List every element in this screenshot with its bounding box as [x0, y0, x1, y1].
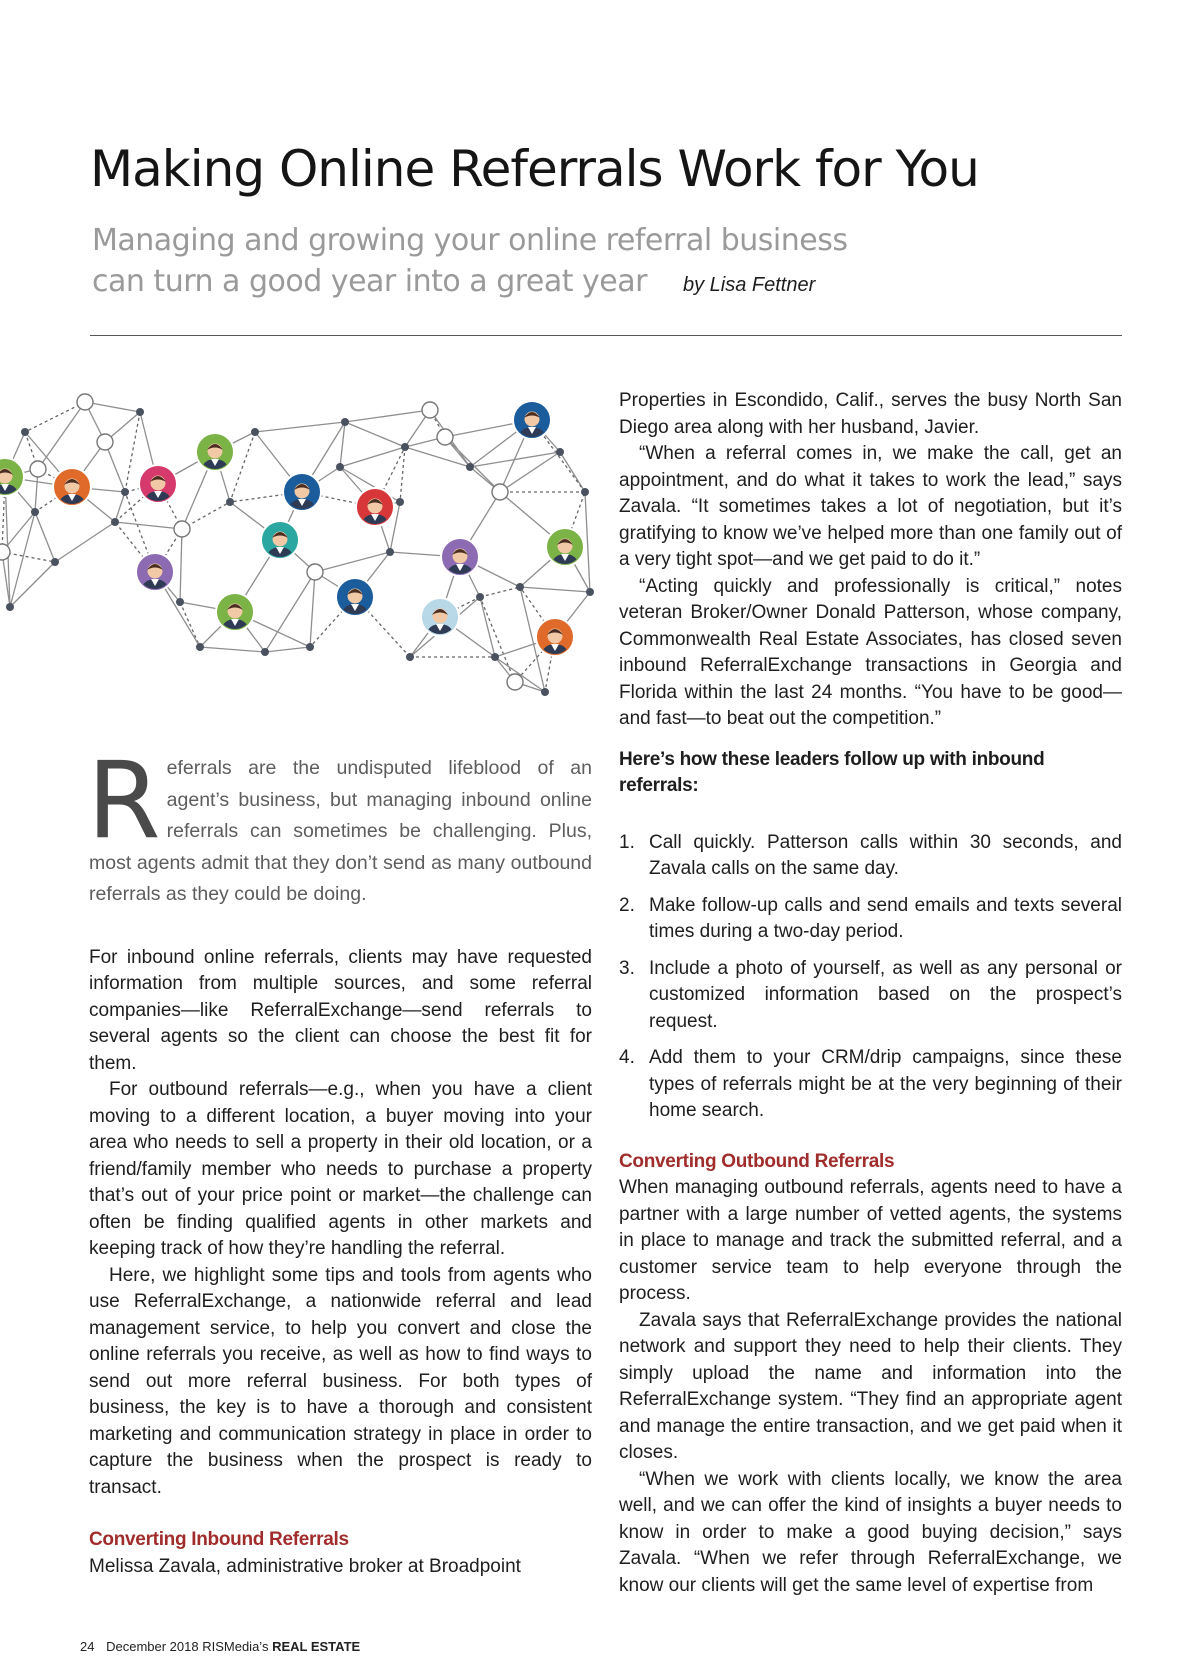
- paragraph: When managing outbound referrals, agents need to have a partner with a large number of vetted agents, the systems in place to manage and track the submitted referral, and a customer service team to help everyone through the process.: [619, 1177, 1122, 1304]
- network-edge: [345, 422, 405, 447]
- network-dot: [406, 653, 414, 661]
- network-dot: [401, 443, 409, 451]
- network-dot: [396, 498, 404, 506]
- list-number: 2.: [619, 894, 635, 916]
- network-hub: [507, 674, 523, 690]
- person-avatar-icon: [283, 473, 321, 519]
- network-dot: [176, 598, 184, 606]
- network-edge: [340, 447, 405, 467]
- person-avatar-icon: [356, 488, 394, 534]
- paragraph: Zavala says that ReferralExchange provides the national network and support they need to help their clients. They simply upload the name and information into the ReferralExchange system. “They find an appropriate agent and manage the entire transaction, and we get paid when it closes.: [619, 1309, 1122, 1463]
- network-hub: [97, 434, 113, 450]
- subtitle-line-2: [92, 261, 1132, 306]
- network-hub: [77, 394, 93, 410]
- list-text: Add them to your CRM/drip campaigns, since these types of referrals might be at the very beginning of their home search.: [649, 1047, 1122, 1121]
- network-dot: [196, 643, 204, 651]
- network-dot: [306, 643, 314, 651]
- network-dot: [251, 428, 259, 436]
- network-edge: [200, 647, 265, 652]
- paragraph: Melissa Zavala, administrative broker at Broadpoint: [89, 1555, 521, 1577]
- network-hub: [30, 461, 46, 477]
- network-hub: [174, 521, 190, 537]
- right-column: [619, 388, 1122, 1599]
- network-hub: [422, 402, 438, 418]
- list-number: 4.: [619, 1047, 635, 1068]
- network-edge: [520, 587, 590, 592]
- person-avatar-icon: [536, 618, 574, 664]
- paragraph: “When a referral comes in, we make the call, get an appointment, and do what it takes to work the lead,” says Zavala. “It sometimes takes a lot of negotiation, but it’s gratifying to know we’ve helped more than one family out of a very tight spot—and we get paid to do it.”: [619, 443, 1122, 570]
- network-dot: [516, 583, 524, 591]
- network-edge: [315, 552, 390, 572]
- network-dot: [136, 408, 144, 416]
- list-text: Include a photo of yourself, as well as any personal or customized information based on the prospect’s request.: [649, 957, 1122, 1032]
- list-item: [619, 1045, 1122, 1125]
- network-hub: [0, 544, 10, 560]
- article-subtitle: [92, 220, 1132, 306]
- network-dot: [581, 488, 589, 496]
- tips-list: [619, 830, 1122, 1125]
- network-edge: [585, 492, 590, 592]
- network-dot: [121, 488, 129, 496]
- network-edge: [480, 597, 515, 682]
- page-number: 24: [80, 1639, 95, 1654]
- issue-date: December 2018: [106, 1639, 199, 1654]
- network-dot: [111, 518, 119, 526]
- network-dot: [476, 593, 484, 601]
- subtitle-line-1: Managing and growing your online referral business: [92, 223, 848, 258]
- network-edge: [10, 562, 55, 607]
- network-dot: [466, 463, 474, 471]
- network-edge: [310, 572, 315, 647]
- network-edge: [180, 529, 182, 602]
- network-dot: [6, 603, 14, 611]
- subtitle-line-2-text: can turn a good year into a great year: [92, 264, 647, 299]
- network-nodes: [0, 394, 594, 696]
- network-dot: [261, 648, 269, 656]
- network-dot: [386, 548, 394, 556]
- article-title: Making Online Referrals Work for You: [90, 140, 979, 198]
- person-avatar-icon: [53, 468, 91, 514]
- list-number: 3.: [619, 957, 635, 979]
- publication-name: REAL ESTATE: [272, 1639, 361, 1654]
- social-network-people-icon: [0, 392, 600, 732]
- person-avatar-icon: [136, 553, 174, 599]
- person-avatar-icon: [513, 401, 551, 447]
- network-hub: [437, 429, 453, 445]
- network-edge: [180, 602, 200, 647]
- list-item: [619, 956, 1122, 1036]
- person-avatar-icon: [139, 465, 177, 511]
- network-edge: [255, 422, 345, 432]
- list-item: [619, 893, 1122, 946]
- list-item: [619, 830, 1122, 883]
- network-edge: [115, 522, 182, 529]
- list-text: Call quickly. Patterson calls within 30 seconds, and Zavala calls on the same day.: [649, 831, 1122, 879]
- left-column: [87, 739, 592, 1580]
- title-divider: [90, 335, 1122, 336]
- network-hub: [307, 564, 323, 580]
- network-edge: [125, 412, 140, 492]
- network-dot: [336, 463, 344, 471]
- tips-lead-in: Here’s how these leaders follow up with inbound referrals:: [619, 748, 1045, 796]
- lede-paragraph: [87, 739, 592, 911]
- network-dot: [586, 588, 594, 596]
- paragraph: Here, we highlight some tips and tools from agents who use ReferralExchange, a nationwide referral and lead management service, to help you convert and close the online referrals you receive, as well as how to find ways to send out more referral business. For both types of business, the key is to have a thorough and consistent marketing and communication strategy in place in order to capture the business when the prospect is ready to transact.: [89, 1264, 592, 1498]
- network-dot: [51, 558, 59, 566]
- person-avatar-icon: [196, 433, 234, 479]
- network-edge: [400, 447, 405, 502]
- person-avatar-icon: [546, 528, 584, 574]
- network-edge: [38, 402, 85, 469]
- list-text: Make follow-up calls and send emails and texts several times during a two-day period.: [649, 894, 1122, 942]
- lede-text: eferrals are the undisputed lifeblood of an agent’s business, but managing inbound online referrals can sometimes be challenging. Plus, most agents admit that they don’t send as many outbound referrals as they could be doing.: [89, 757, 592, 905]
- network-dot: [541, 688, 549, 696]
- network-dot: [556, 448, 564, 456]
- network-edge: [25, 402, 85, 432]
- paragraph: Properties in Escondido, Calif., serves the busy North San Diego area along with her husband, Javier.: [619, 390, 1122, 438]
- network-edge: [265, 647, 310, 652]
- paragraph: For inbound online referrals, clients may have requested information from multiple sources, and some referral companies—like ReferralExchange—send referrals to several agents so the client can choose the best fit for them.: [89, 946, 592, 1074]
- publisher-name: RISMedia’s: [202, 1639, 269, 1654]
- person-avatar-icon: [336, 578, 374, 624]
- person-avatar-icon: [421, 598, 459, 644]
- network-edge: [345, 410, 430, 422]
- network-dot: [226, 498, 234, 506]
- byline: by Lisa Fettner: [682, 274, 816, 296]
- person-avatar-icon: [441, 538, 479, 584]
- section-heading-inbound: Converting Inbound Referrals: [89, 1529, 349, 1550]
- network-hub: [492, 484, 508, 500]
- section-heading-outbound: Converting Outbound Referrals: [619, 1150, 895, 1172]
- paragraph: For outbound referrals—e.g., when you have a client moving to a different location, a buyer moving into your area who needs to sell a property in their old location, or a friend/family member who needs to purchase a property that’s out of your price point or market—the challenge can often be finding qualified agents in other markets and keeping track of how they’re handling the referral.: [89, 1079, 592, 1259]
- drop-cap: R: [87, 739, 161, 862]
- network-dot: [31, 508, 39, 516]
- list-number: 1.: [619, 831, 635, 853]
- network-edge: [55, 522, 115, 562]
- network-edge: [480, 587, 520, 597]
- page-footer: [80, 1639, 360, 1654]
- network-dot: [21, 428, 29, 436]
- paragraph: “When we work with clients locally, we know the area well, and we can offer the kind of insights a buyer needs to know in order to make a good buying decision,” says Zavala. “When we refer through ReferralExchange, we know our clients will get the same level of expertise from: [619, 1468, 1122, 1596]
- network-edge: [35, 512, 55, 562]
- network-dot: [491, 653, 499, 661]
- network-edge: [470, 452, 560, 467]
- paragraph: “Acting quickly and professionally is critical,” notes veteran Broker/Owner Donald Patterson, whose company, Commonwealth Real Estate Associates, has closed seven inbound ReferralExchange transactions in Georgia and Florida within the last 24 months. “You have to be good—and fast—to beat out the competition.”: [619, 575, 1122, 729]
- network-edge: [265, 572, 315, 652]
- network-edge: [405, 447, 470, 467]
- network-dot: [341, 418, 349, 426]
- person-avatar-icon: [216, 593, 254, 639]
